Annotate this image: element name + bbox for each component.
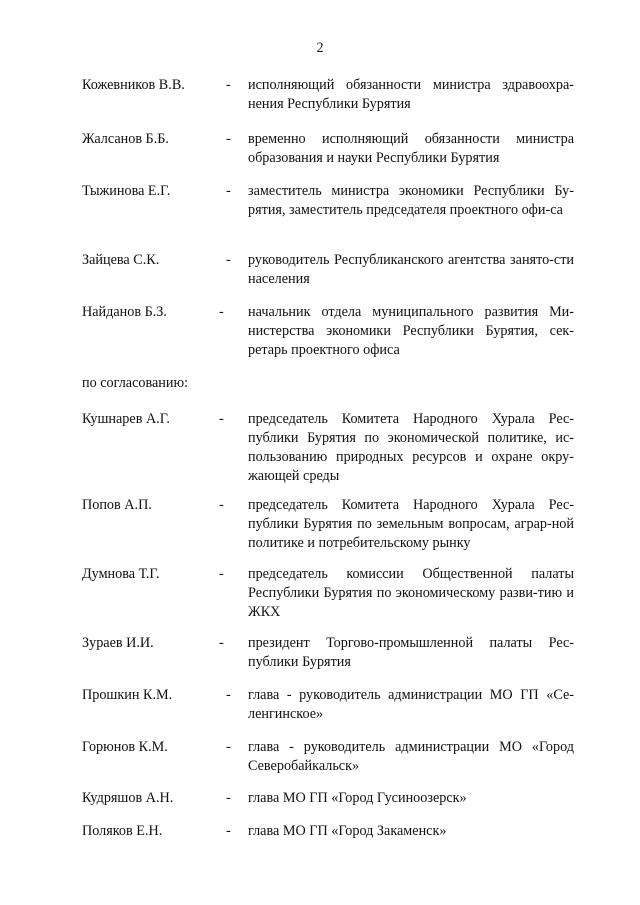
member-dash: - — [219, 304, 224, 320]
section-label: по согласованию: — [82, 375, 189, 391]
member-name: Кожевников В.В. — [82, 77, 185, 93]
member-name: Прошкин К.М. — [82, 687, 173, 703]
member-dash: - — [219, 635, 224, 651]
member-name: Жалсанов Б.Б. — [82, 131, 169, 147]
member-description: председатель Комитета Народного Хурала Рес-публики Бурятия по экономической политике, ис-пользованию природных ресурсов и охране окру-жающей среды — [248, 411, 574, 484]
member-description: президент Торгово-промышленной палаты Рес-публики Бурятия — [248, 635, 574, 670]
member-name: Думнова Т.Г. — [82, 566, 160, 582]
member-name: Кушнарев А.Г. — [82, 411, 170, 427]
member-description: глава МО ГП «Город Гусиноозерск» — [248, 790, 467, 806]
member-name: Кудряшов А.Н. — [82, 790, 174, 806]
member-description: руководитель Республиканского агентства занято-сти населения — [248, 252, 574, 287]
member-description: временно исполняющий обязанности министра образования и науки Республики Бурятия — [248, 131, 574, 166]
member-description: исполняющий обязанности министра здравоохра-нения Республики Бурятия — [248, 77, 574, 112]
member-description: председатель Комитета Народного Хурала Рес-публики Бурятия по земельным вопросам, аграр-ной политике и потребительскому рынку — [248, 497, 574, 551]
member-name: Горюнов К.М. — [82, 739, 168, 755]
member-description: глава - руководитель администрации МО ГП «Се-ленгинское» — [248, 687, 574, 722]
member-description: председатель комиссии Общественной палаты Республики Бурятия по экономическому разви-тию и ЖКХ — [248, 566, 574, 620]
member-dash: - — [226, 739, 231, 755]
member-dash: - — [226, 183, 231, 199]
member-dash: - — [219, 566, 224, 582]
member-dash: - — [226, 77, 231, 93]
member-description: начальник отдела муниципального развития Ми-нистерства экономики Республики Бурятия, сек-ретарь проектного офиса — [248, 304, 574, 358]
member-dash: - — [226, 687, 231, 703]
member-description: заместитель министра экономики Республики Бу-рятия, заместитель председателя проектного офи-са — [248, 183, 574, 218]
member-dash: - — [226, 131, 231, 147]
member-description: глава - руководитель администрации МО «Город Северобайкальск» — [248, 739, 574, 774]
member-dash: - — [226, 252, 231, 268]
member-dash: - — [226, 823, 231, 839]
member-name: Тыжинова Е.Г. — [82, 183, 171, 199]
member-name: Попов А.П. — [82, 497, 152, 513]
member-dash: - — [226, 790, 231, 806]
member-dash: - — [219, 497, 224, 513]
member-name: Поляков Е.Н. — [82, 823, 163, 839]
page-number: 2 — [316, 40, 324, 56]
member-dash: - — [219, 411, 224, 427]
member-name: Зураев И.И. — [82, 635, 154, 651]
member-description: глава МО ГП «Город Закаменск» — [248, 823, 447, 839]
member-name: Зайцева С.К. — [82, 252, 160, 268]
member-name: Найданов Б.З. — [82, 304, 167, 320]
